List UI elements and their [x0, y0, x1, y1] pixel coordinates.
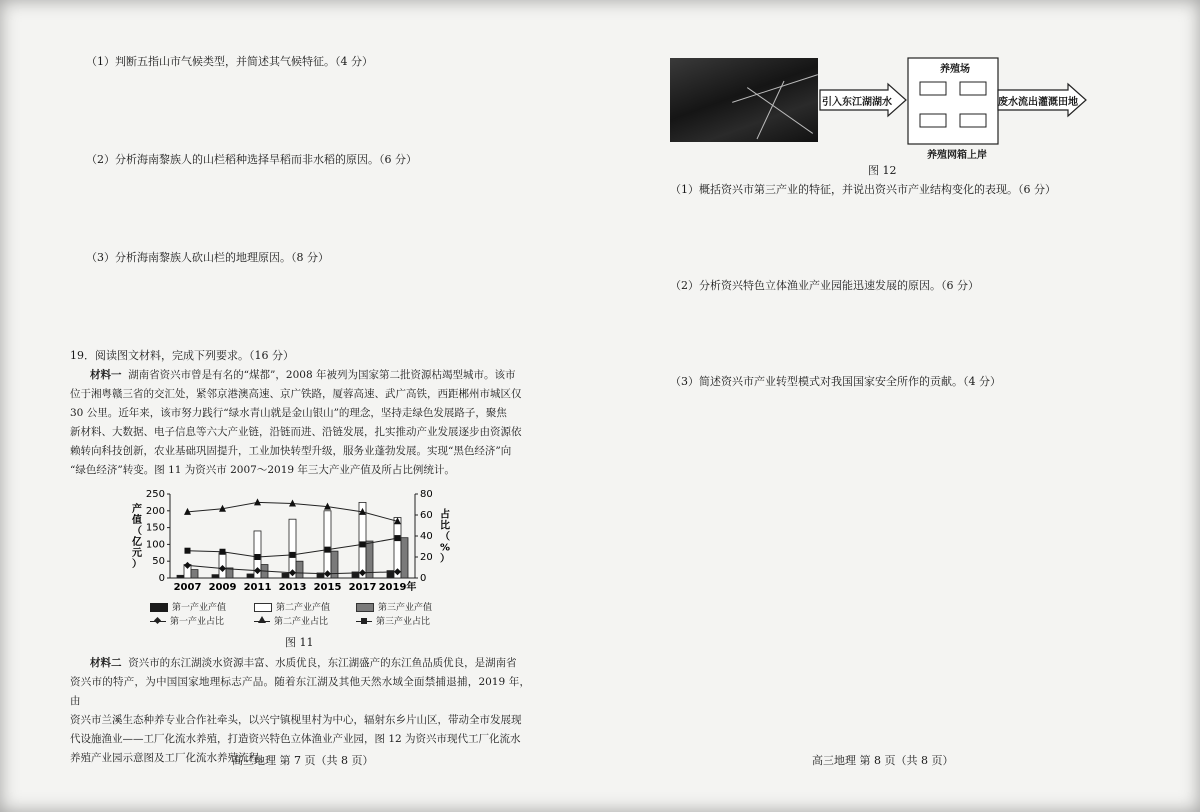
- x-tick-label: 2011: [243, 582, 272, 593]
- y-axis-label-right: 占比（%）: [439, 509, 451, 565]
- figure-11-chart: [125, 486, 455, 596]
- line-point: [220, 549, 226, 555]
- material-2-label: 材料二: [90, 657, 122, 669]
- left-tick-label: 100: [145, 539, 165, 551]
- left-tick-label: 250: [145, 489, 165, 500]
- bar: [289, 519, 296, 578]
- material-1-line: 新材料、大数据、电子信息等六大产业链，沿链而进、沿链发展，扎实推动产业发展逐步由资源依: [70, 426, 522, 438]
- fish-farm-photo: [670, 58, 818, 142]
- figure-11-legend: [150, 600, 450, 630]
- material-2-line: 资兴市的东江湖淡水资源丰富、水质优良，东江湖盛产的东江鱼品质优良，是湖南省: [128, 657, 517, 669]
- figure-12-caption: 图 12: [868, 164, 897, 177]
- left-tick-label: 200: [145, 505, 165, 517]
- line-point: [395, 535, 401, 541]
- right-question-1: （1）概括资兴市第三产业的特征，并说出资兴市产业结构变化的表现。（6 分）: [670, 183, 1056, 196]
- material-1-label: 材料一: [90, 369, 122, 381]
- bar: [282, 573, 289, 578]
- right-question-3: （3）简述资兴市产业转型模式对我国国家安全所作的贡献。（4 分）: [670, 375, 1001, 388]
- question-19-title: 19．阅读图文材料，完成下列要求。（16 分）: [70, 349, 294, 362]
- line-point: [360, 541, 366, 547]
- bar: [191, 570, 198, 578]
- cage-icon: [960, 82, 986, 95]
- cage-icon: [920, 82, 946, 95]
- right-question-2: （2）分析资兴特色立体渔业产业园能迅速发展的原因。（6 分）: [670, 279, 979, 292]
- outflow-label: 废水流出灌溉田地: [998, 97, 1078, 108]
- legend-item: 第二产业占比: [254, 614, 328, 627]
- material-1-line: 湖南省资兴市曾是有名的“煤都”，2008 年被列为国家第二批资源枯竭型城市。该市: [128, 369, 516, 381]
- x-tick-label: 2017: [348, 582, 377, 593]
- material-2: [70, 654, 530, 768]
- x-tick-label: 2007: [173, 582, 202, 593]
- material-1-line: “绿色经济”转变。图 11 为资兴市 2007～2019 年三大产业产值及所占比例统计。: [70, 464, 455, 476]
- bar: [324, 511, 331, 578]
- cage-icon: [960, 114, 986, 127]
- line-point: [290, 552, 296, 558]
- square-marker-icon: [356, 621, 372, 622]
- shore-label: 养殖网箱上岸: [927, 150, 987, 161]
- left-tick-label: 0: [158, 573, 165, 584]
- left-question-3: （3）分析海南黎族人砍山栏的地理原因。（8 分）: [86, 251, 329, 264]
- left-tick-label: 50: [152, 556, 165, 568]
- diamond-marker-icon: [150, 621, 166, 622]
- right-page-footer: 高三地理 第 8 页（共 8 页）: [812, 754, 954, 767]
- material-2-line: 代设施渔业——工厂化流水养殖，打造资兴特色立体渔业产业园，图 12 为资兴市现代工厂化流水: [70, 733, 521, 745]
- material-1-line: 30 公里。近年来，该市努力践行“绿水青山就是金山银山”的理念，坚持走绿色发展路子，聚焦: [70, 407, 507, 419]
- material-1: [70, 366, 530, 480]
- line-point: [325, 547, 331, 553]
- x-tick-label: 2009: [208, 582, 237, 593]
- x-tick-label: 2019年: [378, 582, 417, 593]
- x-tick-label: 2013: [278, 582, 307, 593]
- legend-item: 第一产业产值: [150, 600, 226, 613]
- bar: [401, 538, 408, 578]
- legend-item: 第三产业产值: [356, 600, 432, 613]
- right-tick-label: 0: [420, 573, 427, 584]
- left-question-2: （2）分析海南黎族人的山栏稻种选择旱稻而非水稻的原因。（6 分）: [86, 153, 417, 166]
- bar: [296, 561, 303, 578]
- left-tick-label: 150: [145, 522, 165, 534]
- right-tick-label: 80: [420, 489, 433, 500]
- legend-item: 第三产业占比: [356, 614, 430, 627]
- farm-label: 养殖场: [940, 64, 970, 75]
- material-1-line: 赖转向科技创新，农业基础巩固提升，工业加快转型升级，服务业蓬勃发展。实现“黑色经济”向: [70, 445, 512, 457]
- legend-item: 第一产业占比: [150, 614, 224, 627]
- material-2-line: 资兴市兰溪生态种养专业合作社牵头，以兴宁镇枧里村为中心，辐射东乡片山区，带动全市发展现: [70, 714, 522, 726]
- legend-item: 第二产业产值: [254, 600, 330, 613]
- line-point: [254, 498, 261, 505]
- bar: [247, 574, 254, 578]
- figure-11-caption: 图 11: [285, 636, 314, 649]
- triangle-marker-icon: [254, 621, 270, 622]
- material-1-line: 位于湘粤赣三省的交汇处，紧邻京港澳高速、京广铁路，厦蓉高速、武广高铁，西距郴州市城区仅: [70, 388, 522, 400]
- left-question-1: （1）判断五指山市气候类型，并简述其气候特征。（4 分）: [86, 55, 373, 68]
- material-2-line: 养殖产业园示意图及工厂化流水养殖流程。: [70, 752, 270, 764]
- material-2-line: 资兴市的特产，为中国国家地理标志产品。随着东江湖及其他天然水域全面禁捕退捕，2019 年，由: [70, 676, 530, 707]
- x-tick-label: 2015: [313, 582, 342, 593]
- right-tick-label: 60: [420, 510, 433, 521]
- bar: [212, 575, 219, 578]
- left-page-footer: 高三地理 第 7 页（共 8 页）: [232, 754, 374, 767]
- y-axis-label-left: 产值（亿元）: [132, 504, 142, 570]
- right-tick-label: 40: [420, 531, 433, 542]
- bar: [177, 575, 184, 578]
- cage-icon: [920, 114, 946, 127]
- inflow-label: 引入东江湖湖水: [822, 97, 892, 108]
- line-point: [185, 548, 191, 554]
- right-tick-label: 20: [420, 552, 433, 563]
- line-point: [255, 554, 261, 560]
